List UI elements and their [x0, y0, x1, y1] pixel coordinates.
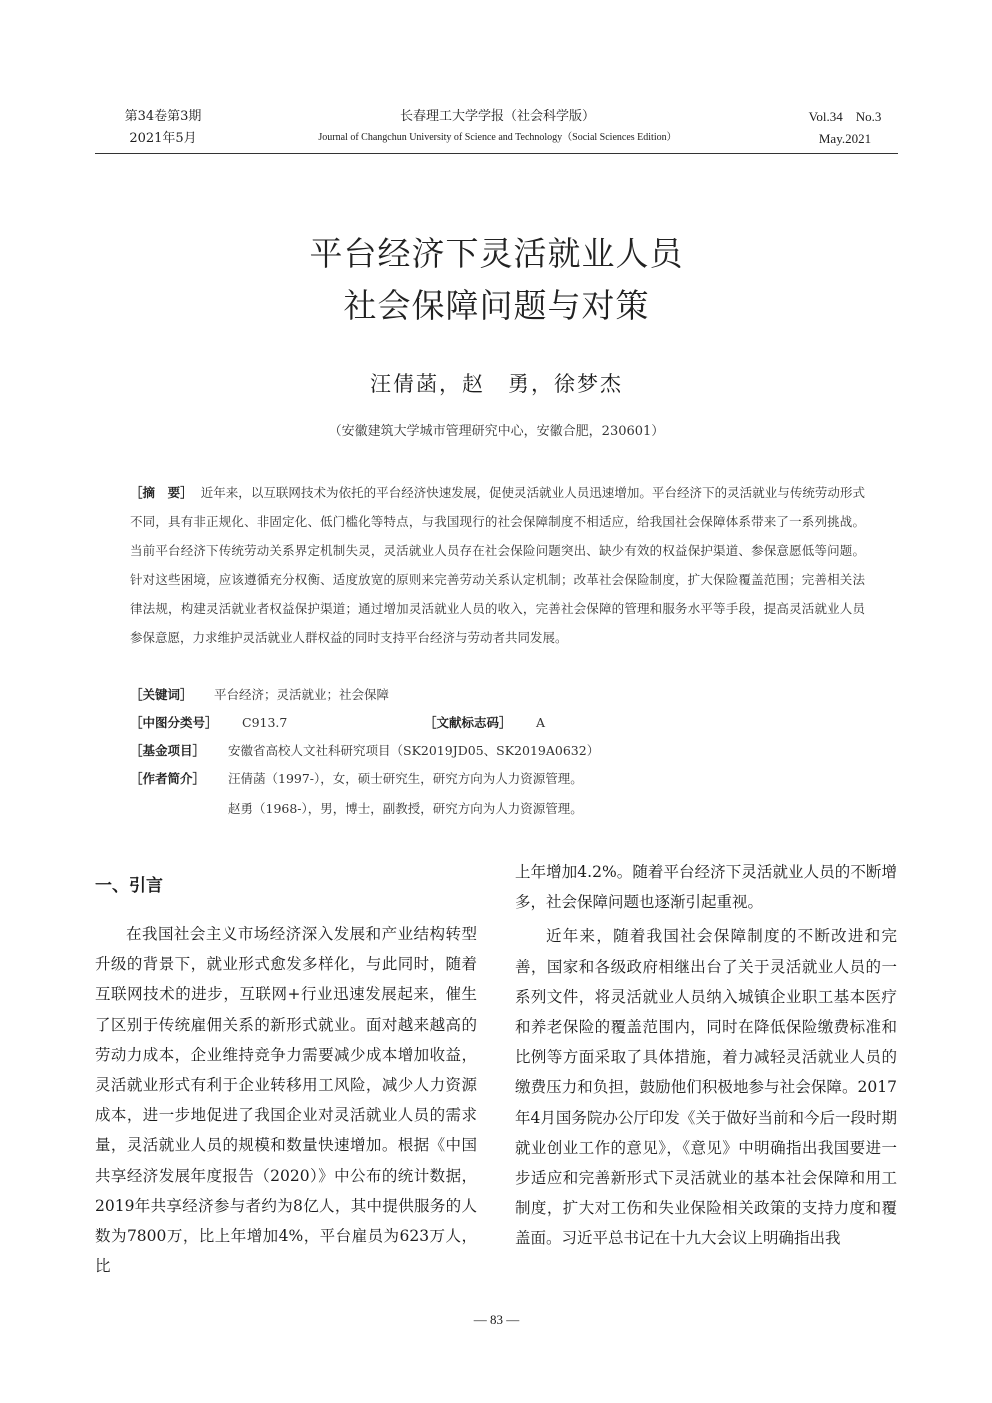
body-paragraph-1: 在我国社会主义市场经济深入发展和产业结构转型升级的背景下，就业形式愈发多样化，与此同时，随着互联网技术的进步，互联网+行业迅速发展起来，催生了区别于传统雇佣关系的新形式就业。面对越来越高的劳动力成本，企业维持竞争力需要减少成本增加收益，灵活就业形式有利于企业转移用工风险，减少人力资源成本，进一步地促进了我国企业对灵活就业人员的需求量，灵活就业人员的规模和数量快速增加。根据《中国共享经济发展年度报告（2020）》中公布的统计数据，2019年共享经济参与者约为8亿人，其中提供服务的人数为7800万，比上年增加4%，平台雇员为623万人，比: [95, 925, 477, 1276]
header-divider: [95, 153, 898, 154]
section-heading: 一、引言: [95, 876, 163, 896]
header-journal: [280, 106, 715, 148]
keywords-text: 平台经济；灵活就业；社会保障: [214, 687, 390, 702]
header-volume-en: [790, 106, 900, 150]
volume-issue: 第34卷第3期: [124, 109, 202, 124]
journal-name-en: Journal of Changchun University of Science and Technology（Social Sciences Edition）: [318, 132, 677, 143]
classification-row: [130, 708, 865, 737]
author-bio-line-1: 汪倩菡（1997-），女，硕士研究生，研究方向为人力资源管理。: [228, 771, 583, 786]
journal-name-cn: 长春理工大学学报（社会科学版）: [399, 109, 595, 124]
abstract-block: [130, 478, 865, 652]
author-bio-label: ［作者简介］: [130, 771, 206, 786]
author-bio-line-2: 赵勇（1968-），男，博士，副教授，研究方向为人力资源管理。: [228, 801, 583, 816]
publication-date: 2021年5月: [129, 131, 197, 146]
funding-label: ［基金项目］: [130, 743, 206, 758]
volume-issue-en: Vol.34 No.3: [808, 109, 882, 124]
abstract-label: ［摘 要］: [130, 485, 193, 500]
abstract-text: 近年来，以互联网技术为依托的平台经济快速发展，促使灵活就业人员迅速增加。平台经济下的灵活就业与传统劳动形式不同，具有非正规化、非固定化、低门槛化等特点，与我国现行的社会保障制度不相适应，给我国社会保障体系带来了一系列挑战。当前平台经济下传统劳动关系界定机制失灵，灵活就业人员存在社会保险问题突出、缺少有效的权益保护渠道、参保意愿低等问题。针对这些困境，应该遵循充分权衡、适度放宽的原则来完善劳动关系认定机制；改革社会保险制度，扩大保险覆盖范围；完善相关法律法规，构建灵活就业者权益保护渠道；通过增加灵活就业人员的收入，完善社会保障的管理和服务水平等手段，提高灵活就业人员参保意愿，力求维护灵活就业人群权益的同时支持平台经济与劳动者共同发展。: [130, 485, 865, 645]
funding-row: [130, 736, 865, 765]
title-line-2: 社会保障问题与对策: [343, 286, 650, 325]
keywords-row: [130, 680, 865, 709]
body-right-column: [515, 857, 897, 1254]
doc-code-label: ［文献标志码］: [424, 715, 512, 730]
affiliation: （安徽建筑大学城市管理研究中心，安徽合肥，230601）: [328, 424, 665, 439]
publication-date-en: May.2021: [818, 131, 872, 146]
body-left-column: [95, 871, 477, 1281]
author-bio-row: [130, 764, 865, 793]
page-number: — 83 —: [473, 1312, 520, 1327]
classification-label: ［中图分类号］: [130, 715, 218, 730]
body-paragraph-3: 近年来，随着我国社会保障制度的不断改进和完善，国家和各级政府相继出台了关于灵活就业人员的一系列文件，将灵活就业人员纳入城镇企业职工基本医疗和养老保险的覆盖范围内，同时在降低保险缴费标准和比例等方面采取了具体措施，着力减轻灵活就业人员的缴费压力和负担，鼓励他们积极地参与社会保障。2017年4月国务院办公厅印发《关于做好当前和今后一段时期就业创业工作的意见》，《意见》中明确指出我国要进一步适应和完善新形式下灵活就业的基本社会保障和用工制度，扩大对工伤和失业保险相关政策的支持力度和覆盖面。习近平总书记在十九大会议上明确指出我: [515, 927, 897, 1248]
classification-value: C913.7: [242, 715, 288, 730]
funding-text: 安徽省高校人文社科研究项目（SK2019JD05、SK2019A0632）: [228, 743, 600, 758]
author-bio-row-2: [130, 794, 865, 823]
header-volume-info: [108, 106, 218, 150]
keywords-label: ［关键词］: [130, 687, 193, 702]
title-line-1: 平台经济下灵活就业人员: [309, 234, 684, 273]
author-list: 汪倩菡，赵 勇，徐梦杰: [370, 372, 623, 396]
doc-code-value: A: [536, 715, 546, 730]
body-paragraph-2: 上年增加4.2%。随着平台经济下灵活就业人员的不断增多，社会保障问题也逐渐引起重视。: [515, 863, 897, 912]
paper-title: [95, 228, 898, 332]
